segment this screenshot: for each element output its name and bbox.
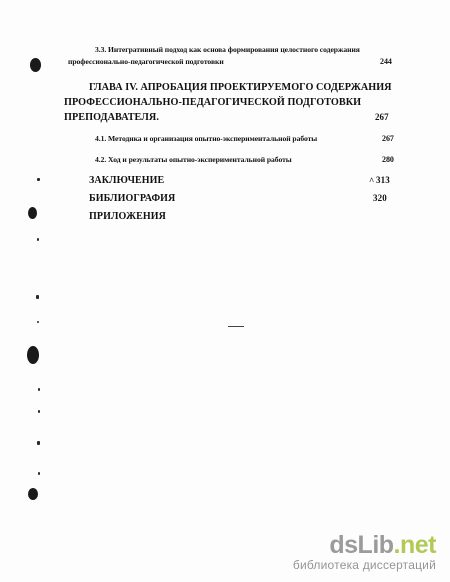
dslib-logo-main: dsLib [329, 531, 394, 559]
margin-mark: ^ [369, 176, 375, 186]
scan-mark [228, 326, 244, 327]
scan-dot [37, 238, 39, 241]
dslib-watermark [293, 532, 436, 572]
scan-dot [37, 178, 40, 181]
toc-entry-4-1-page: 267 [382, 134, 394, 143]
toc-entry-3-3-line2: профессионально-педагогической подготовки [68, 57, 224, 66]
toc-conclusion-page: 313 [376, 175, 390, 185]
toc-chapter4-line2: ПРОФЕССИОНАЛЬНО-ПЕДАГОГИЧЕСКОЙ ПОДГОТОВКИ [64, 97, 362, 108]
toc-chapter4-line3: ПРЕПОДАВАТЕЛЯ. [64, 112, 159, 123]
toc-chapter4-page: 267 [375, 112, 389, 122]
toc-bibliography-page: 320 [373, 193, 387, 203]
scan-blot [30, 58, 41, 72]
scan-dot [38, 472, 40, 475]
scan-blot [28, 207, 37, 219]
toc-entry-4-2-page: 280 [382, 155, 394, 164]
dslib-logo-tld: .net [393, 531, 436, 559]
scan-dot [38, 388, 40, 391]
toc-appendices-text: ПРИЛОЖЕНИЯ [89, 211, 166, 222]
toc-entry-4-1-text: 4.1. Методика и организация опытно-экспериментальной работы [95, 134, 318, 143]
scan-blot [27, 346, 39, 364]
scan-dot [38, 410, 40, 413]
dslib-logo [293, 532, 436, 558]
toc-entry-3-3-line1: 3.3. Интегративный подход как основа формирования целостного содержания [95, 45, 360, 54]
scan-dot [37, 441, 40, 445]
scan-dot [37, 321, 39, 323]
dslib-subtitle: библиотека диссертаций [292, 558, 436, 572]
scan-blot [28, 488, 38, 500]
toc-bibliography-text: БИБЛИОГРАФИЯ [89, 193, 176, 204]
toc-entry-4-2-text: 4.2. Ход и результаты опытно-экспериментальной работы [95, 155, 292, 164]
toc-chapter4-line1: ГЛАВА IV. АПРОБАЦИЯ ПРОЕКТИРУЕМОГО СОДЕРЖАНИЯ [89, 82, 392, 93]
toc-entry-3-3-page: 244 [380, 57, 392, 66]
scan-dot [36, 295, 39, 299]
toc-conclusion-text: ЗАКЛЮЧЕНИЕ [89, 175, 165, 186]
